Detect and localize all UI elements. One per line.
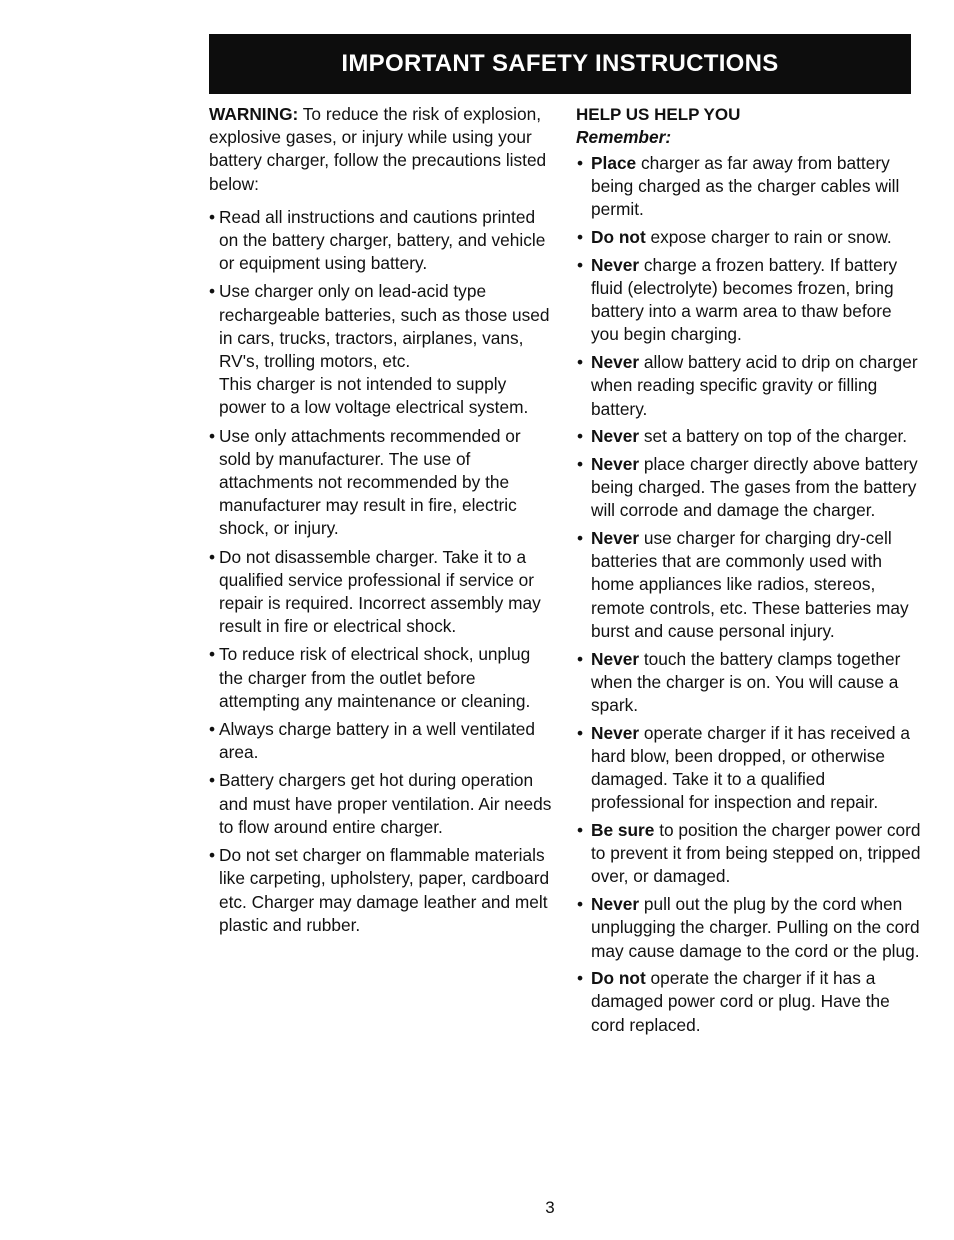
list-item — [209, 844, 554, 937]
bullet-icon: • — [209, 719, 216, 740]
list-item-lead: Never — [591, 648, 640, 669]
list-item — [209, 769, 554, 839]
left-column — [209, 103, 554, 942]
bullet-icon: • — [577, 894, 584, 915]
list-item — [576, 425, 921, 448]
list-item-lead: Never — [591, 894, 640, 915]
list-item-lead: Do not — [591, 968, 646, 989]
bullet-icon: • — [209, 281, 216, 302]
section-title: IMPORTANT SAFETY INSTRUCTIONS — [341, 50, 779, 77]
list-item-text: Battery chargers get hot during operation and must have proper ventilation. Air needs to flow around entire charger. — [219, 770, 552, 837]
list-item — [576, 351, 921, 421]
bullet-icon: • — [577, 722, 584, 743]
list-item — [576, 453, 921, 523]
list-item-text: use charger for charging dry-cell batteries that are commonly used with home appliances like radios, stereos, remote controls, etc. These batteries may burst and cause personal injury. — [591, 528, 909, 641]
list-item — [209, 280, 554, 419]
list-item — [209, 718, 554, 764]
list-item — [209, 643, 554, 713]
list-item — [209, 206, 554, 276]
bullet-icon: • — [209, 644, 216, 665]
list-item — [576, 967, 921, 1037]
bullet-icon: • — [577, 528, 584, 549]
list-item-text: charger as far away from battery being charged as the charger cables will permit. — [591, 153, 900, 220]
bullet-icon: • — [577, 254, 584, 275]
list-item — [576, 254, 921, 347]
list-item — [576, 722, 921, 815]
list-item-text: to position the charger power cord to prevent it from being stepped on, tripped over, or damaged. — [591, 819, 921, 887]
bullet-icon: • — [577, 648, 584, 669]
list-item — [209, 546, 554, 639]
list-item — [576, 893, 921, 963]
bullet-icon: • — [577, 227, 584, 248]
list-item-text: Always charge battery in a well ventilated area. — [219, 719, 536, 763]
list-item-text: Do not set charger on flammable materials like carpeting, upholstery, paper, cardboard etc. Charger may damage leather and melt plastic and rubber. — [219, 845, 550, 935]
bullet-icon: • — [577, 453, 584, 474]
list-item-lead: Be sure — [591, 819, 655, 840]
right-column — [576, 103, 921, 1041]
list-item-text: touch the battery clamps together when the charger is on. You will cause a spark. — [591, 648, 901, 715]
list-item-lead: Never — [591, 453, 640, 474]
list-item — [576, 648, 921, 718]
bullet-icon: • — [577, 968, 584, 989]
bullet-icon: • — [577, 352, 584, 373]
list-item — [576, 527, 921, 643]
list-item-text: operate charger if it has received a hard blow, been dropped, or otherwise damaged. Take it to a qualified professional for inspection and repair. — [591, 722, 910, 813]
bullet-icon: • — [577, 819, 584, 840]
reminders-list — [576, 152, 921, 1037]
bullet-icon: • — [209, 425, 216, 446]
list-item-text: To reduce risk of electrical shock, unplug the charger from the outlet before attempting any maintenance or cleaning. — [219, 644, 531, 711]
warning-text: To reduce the risk of explosion, explosive gases, or injury while using your battery charger, follow the precautions listed below: — [209, 104, 547, 194]
precautions-list — [209, 206, 554, 937]
list-item-text: Read all instructions and cautions printed on the battery charger, battery, and vehicle or equipment using battery. — [219, 206, 546, 274]
bullet-icon: • — [209, 206, 216, 227]
list-item-lead: Never — [591, 528, 640, 549]
bullet-icon: • — [209, 845, 216, 866]
list-item-text: place charger directly above battery being charged. The gases from the battery will corrode and damage the charger. — [591, 453, 918, 521]
list-item — [576, 152, 921, 222]
list-item-lead: Never — [591, 722, 640, 743]
bullet-icon: • — [577, 426, 584, 447]
bullet-icon: • — [209, 546, 216, 567]
warning-label: WARNING: — [209, 104, 299, 124]
list-item-lead: Never — [591, 352, 640, 373]
list-item-note: This charger is not intended to supply power to a low voltage electrical system. — [219, 374, 529, 418]
page-number: 3 — [545, 1198, 555, 1217]
list-item-lead: Do not — [591, 227, 646, 248]
list-item-text: Use only attachments recommended or sold by manufacturer. The use of attachments not recommended by the manufacturer may result in fire, electric shock, or injury. — [219, 425, 521, 539]
list-item — [209, 425, 554, 541]
list-item — [576, 819, 921, 889]
bullet-icon: • — [209, 770, 216, 791]
list-item-text: Use charger only on lead-acid type rechargeable batteries, such as those used in cars, trucks, tractors, airplanes, vans, RV's, trolling motors, etc. — [219, 281, 550, 372]
list-item-lead: Never — [591, 426, 640, 447]
list-item-text: set a battery on top of the charger. — [643, 426, 908, 447]
list-item-text: Do not disassemble charger. Take it to a qualified service professional if service or repair is required. Incorrect assembly may result in fire or electrical shock. — [219, 546, 541, 637]
list-item — [576, 226, 921, 249]
list-item-text: allow battery acid to drip on charger when reading specific gravity or filling battery. — [591, 352, 918, 419]
section-title-banner — [209, 34, 911, 94]
list-item-lead: Place — [591, 153, 637, 173]
bullet-icon: • — [577, 153, 584, 173]
list-item-text: pull out the plug by the cord when unplugging the charger. Pulling on the cord may cause damage to the cord or the plug. — [591, 894, 920, 961]
list-item-text: expose charger to rain or snow. — [650, 227, 892, 248]
warning-paragraph — [209, 103, 554, 196]
list-item-lead: Never — [591, 254, 640, 275]
remember-subheading: Remember: — [576, 127, 672, 147]
help-heading: HELP US HELP YOU — [576, 105, 741, 124]
list-item-text: operate the charger if it has a damaged power cord or plug. Have the cord replaced. — [591, 968, 890, 1035]
list-item-text: charge a frozen battery. If battery fluid (electrolyte) becomes frozen, bring battery into a warm area to thaw before you begin charging. — [591, 254, 898, 345]
